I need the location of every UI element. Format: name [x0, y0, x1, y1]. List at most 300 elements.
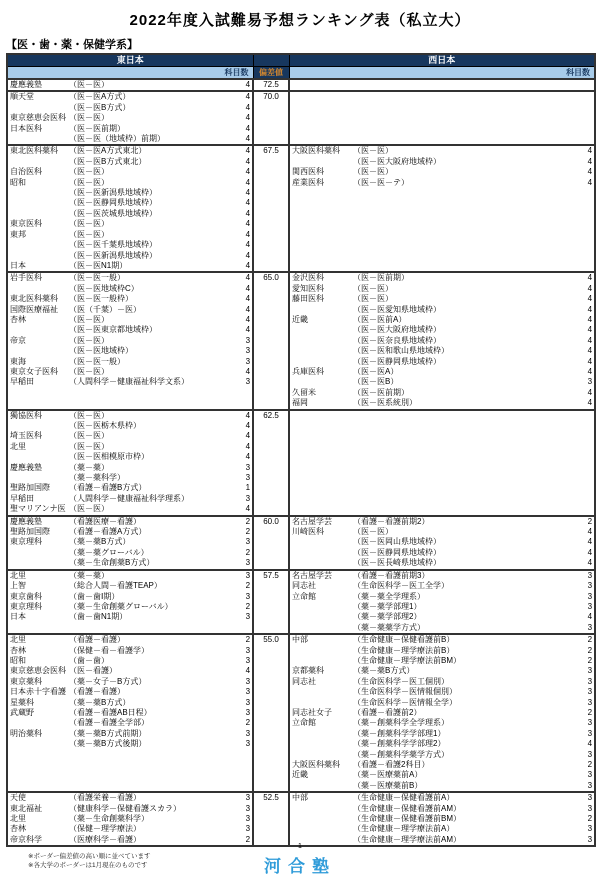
east-exam-type: （薬－生命創薬科学）: [69, 814, 149, 824]
deviation-score-value: [253, 548, 289, 558]
west-university-name: 兵庫医科: [292, 366, 325, 376]
east-exam-type: （医－医新潟県地域枠）: [69, 188, 157, 198]
table-row: [7, 452, 595, 462]
east-subject-count-header: 科目数: [7, 67, 253, 80]
east-subject-count: 4: [245, 167, 251, 177]
east-subject-count: [223, 388, 253, 398]
east-university-name: [7, 157, 67, 167]
east-subject-count: 3: [245, 655, 251, 665]
west-subject-count: [561, 188, 595, 198]
east-subject-count: 4: [245, 441, 251, 451]
east-exam-type: （医－医）: [69, 366, 109, 376]
east-subject-count: 4: [245, 134, 251, 144]
east-subject-count: 4: [245, 260, 251, 270]
west-subject-count: 4: [587, 314, 593, 324]
east-subject-count: 4: [245, 314, 251, 324]
west-university-name: [289, 113, 351, 123]
west-exam-type: （医－医）: [353, 167, 394, 177]
east-subject-count: 4: [245, 156, 251, 166]
table-row: [7, 463, 595, 473]
west-subject-count: [561, 209, 595, 219]
east-exam-type: （看護－看護AB日程）: [69, 707, 152, 717]
west-university-name: [289, 824, 351, 834]
deviation-score-value: [253, 504, 289, 515]
west-exam-type: [351, 103, 561, 113]
west-exam-type: [351, 79, 561, 91]
deviation-score-value: 72.5: [253, 79, 289, 91]
east-exam-type: （医－医前期）: [69, 123, 125, 133]
west-subject-count: 4: [587, 283, 593, 293]
deviation-score-value: [253, 592, 289, 602]
east-subject-count: 4: [245, 240, 251, 250]
deviation-score-value: [253, 219, 289, 229]
deviation-score-value: [253, 336, 289, 346]
table-row: [7, 612, 595, 622]
table-row: [7, 367, 595, 377]
west-university-name: [289, 537, 351, 547]
east-university-name: [7, 346, 67, 356]
east-university-name: [7, 209, 67, 219]
score-band-55.0: [7, 634, 595, 792]
table-row: [7, 473, 595, 483]
west-exam-type: [351, 240, 561, 250]
east-exam-type: （薬－薬グローバル）: [69, 547, 149, 557]
east-exam-type: （薬－生命創薬グローバル）: [69, 601, 173, 611]
deviation-score-value: [253, 687, 289, 697]
east-university-name: 北里: [10, 441, 26, 451]
table-row: [7, 739, 595, 749]
deviation-score-value: [253, 178, 289, 188]
table-row: [7, 592, 595, 602]
east-university-name: 国際医療福祉: [10, 304, 58, 314]
west-subject-count: 3: [587, 622, 593, 632]
east-exam-type: （看護－看護）: [69, 635, 125, 645]
table-row: [7, 558, 595, 569]
east-university-name: 杏林: [10, 645, 26, 655]
east-subject-count: 3: [245, 803, 251, 813]
east-exam-type: （医－医）: [69, 504, 109, 514]
east-exam-type: （薬－薬）: [69, 462, 109, 472]
east-subject-count: 4: [245, 188, 251, 198]
west-exam-type: [351, 410, 561, 421]
east-subject-count: 4: [245, 666, 251, 676]
deviation-score-value: [253, 113, 289, 123]
west-university-name: [289, 612, 351, 622]
east-exam-type: [67, 760, 223, 770]
deviation-score-value: [253, 760, 289, 770]
west-exam-type: （生命健康－理学療法前AM）: [353, 834, 462, 844]
deviation-score-value: [253, 612, 289, 622]
west-university-name: [289, 729, 351, 739]
east-university-name: [7, 718, 67, 728]
east-exam-type: （医－医地域枠C）: [69, 283, 139, 293]
east-subject-count: 4: [245, 452, 251, 462]
deviation-score-value: [253, 398, 289, 409]
deviation-score-value: 70.0: [253, 91, 289, 102]
east-university-name: 北里: [10, 570, 26, 580]
west-university-name: 金沢医科: [292, 273, 325, 283]
east-subject-count: 3: [245, 558, 251, 568]
east-subject-count: 3: [245, 346, 251, 356]
west-subject-count: 3: [587, 591, 593, 601]
table-row: [7, 421, 595, 431]
east-subject-count: [223, 781, 253, 792]
west-subject-count: 2: [587, 635, 593, 645]
west-subject-count: [561, 124, 595, 134]
west-university-name: 中部: [292, 635, 309, 645]
west-exam-type: （薬－薬B方式）: [353, 666, 415, 676]
west-exam-type: （医－医前期）: [353, 387, 410, 397]
table-row: [7, 91, 595, 102]
east-subject-count: 4: [245, 177, 251, 187]
west-subject-count: 4: [587, 527, 593, 537]
west-subject-count: [561, 134, 595, 145]
table-row: [7, 527, 595, 537]
west-subject-count: 4: [587, 739, 593, 749]
east-exam-type: （保健－看－看護学）: [69, 645, 149, 655]
deviation-score-value: [253, 198, 289, 208]
score-header-spacer: [253, 54, 289, 67]
west-subject-count: 3: [587, 697, 593, 707]
table-row: [7, 792, 595, 803]
east-subject-count: 3: [245, 824, 251, 834]
east-exam-type: （薬－薬科学）: [69, 473, 125, 483]
deviation-score-value: [253, 623, 289, 634]
west-exam-type: （薬－薬学部理2）: [353, 612, 422, 622]
deviation-score-value: 55.0: [253, 634, 289, 645]
west-university-name: [289, 750, 351, 760]
deviation-score-value: [253, 367, 289, 377]
table-row: [7, 581, 595, 591]
east-subject-count: 4: [245, 92, 251, 102]
footnote: ※各大学のボーダーは1月現在のものです: [28, 862, 148, 869]
east-university-name: 東北医科薬科: [10, 294, 58, 304]
west-university-name: [289, 209, 351, 219]
west-subject-count: 3: [587, 377, 593, 387]
east-exam-type: （医－医）: [69, 177, 109, 187]
deviation-score-value: [253, 103, 289, 113]
table-row: [7, 634, 595, 645]
deviation-score-value: [253, 698, 289, 708]
west-exam-type: [351, 230, 561, 240]
west-exam-type: [351, 431, 561, 441]
ranking-table: [6, 53, 596, 847]
west-university-name: 愛知医科: [292, 283, 325, 293]
east-university-name: [7, 548, 67, 558]
west-subject-count: 4: [587, 366, 593, 376]
table-row: [7, 410, 595, 421]
east-exam-type: （医－医静岡県地域枠）: [69, 198, 157, 208]
east-exam-type: （医－医（地域枠）前期）: [69, 134, 165, 144]
east-university-name: 日本: [10, 260, 26, 270]
table-row: [7, 666, 595, 676]
west-subject-count: [561, 463, 595, 473]
table-row: [7, 219, 595, 229]
table-row: [7, 483, 595, 493]
east-exam-type: （保健－理学療法）: [69, 824, 141, 834]
deviation-score-value: [253, 718, 289, 728]
west-university-name: [289, 656, 351, 666]
west-university-name: 名古屋学芸: [292, 516, 333, 526]
east-exam-type: （医－医新潟県地域枠）: [69, 250, 157, 260]
west-exam-type: （薬－薬全学理系）: [353, 591, 426, 601]
table-row: [7, 305, 595, 315]
west-university-name: [289, 124, 351, 134]
east-subject-count: 4: [245, 219, 251, 229]
east-subject-count: 4: [245, 410, 251, 420]
east-subject-count: 3: [245, 739, 251, 749]
east-subject-count: 4: [245, 504, 251, 514]
west-subject-count: 3: [587, 780, 593, 790]
east-university-name: [7, 770, 67, 780]
table-row: [7, 134, 595, 145]
deviation-score-value: [253, 442, 289, 452]
west-subject-count: 3: [587, 718, 593, 728]
deviation-score-value: [253, 431, 289, 441]
east-university-name: [7, 103, 67, 113]
west-subject-count: [561, 198, 595, 208]
west-university-name: [289, 646, 351, 656]
east-exam-type: [67, 623, 223, 634]
west-exam-type: （生命健康－理学療法前A）: [353, 824, 455, 834]
deviation-score-value: [253, 388, 289, 398]
west-exam-type: （生命医科学－医情報全学）: [353, 697, 458, 707]
east-university-name: 日本赤十字看護: [10, 687, 66, 697]
east-subject-count: 3: [245, 687, 251, 697]
west-subject-count: 2: [587, 645, 593, 655]
table-row: [7, 377, 595, 387]
east-exam-type: （医－医）: [69, 219, 109, 229]
east-university-name: 武蔵野: [10, 707, 34, 717]
west-university-name: [289, 442, 351, 452]
east-exam-type: [67, 750, 223, 760]
east-exam-type: （看護－看護全学部）: [69, 718, 149, 728]
west-subject-count: [561, 473, 595, 483]
west-subject-count: 3: [587, 687, 593, 697]
west-university-name: 名古屋学芸: [292, 570, 333, 580]
west-exam-type: （医－医岡山県地域枠）: [353, 537, 442, 547]
table-row: [7, 198, 595, 208]
west-subject-count: [561, 240, 595, 250]
east-university-name: [7, 760, 67, 770]
east-exam-type: [67, 781, 223, 792]
east-exam-type: （医－医一般）: [69, 356, 125, 366]
west-subject-count: 2: [587, 814, 593, 824]
west-subject-count: 4: [587, 273, 593, 283]
west-university-name: [289, 483, 351, 493]
west-exam-type: [351, 442, 561, 452]
deviation-score-value: [253, 602, 289, 612]
east-exam-type: （医－医）: [69, 314, 109, 324]
west-exam-type: （薬－創薬科学薬学方式）: [353, 749, 450, 759]
table-row: [7, 103, 595, 113]
east-exam-type: （医－医A方式）: [69, 92, 131, 102]
east-university-name: 聖路加国際: [10, 483, 50, 493]
deviation-score-value: [253, 463, 289, 473]
west-exam-type: （医－医奈良県地域枠）: [353, 335, 442, 345]
deviation-score-value: [253, 305, 289, 315]
west-university-name: [289, 473, 351, 483]
east-university-name: 東京理科: [10, 601, 42, 611]
east-subject-count: 2: [245, 718, 251, 728]
west-exam-type: （医－医B）: [353, 377, 399, 387]
west-exam-type: [351, 473, 561, 483]
table-row: [7, 188, 595, 198]
east-university-name: [7, 188, 67, 198]
west-exam-type: [351, 504, 561, 515]
east-university-name: 杏林: [10, 314, 26, 324]
deviation-score-value: [253, 527, 289, 537]
west-exam-type: [351, 452, 561, 462]
west-university-name: 同志社: [292, 676, 317, 686]
east-exam-type: （健康科学－保健看護スカラ）: [69, 803, 181, 813]
east-university-name: [7, 558, 67, 569]
table-row: [7, 79, 595, 91]
east-exam-type: （歯－歯）: [69, 655, 109, 665]
deviation-score-value: [253, 804, 289, 814]
east-university-name: 東京理科: [10, 537, 42, 547]
table-row: [7, 209, 595, 219]
score-band-67.5: [7, 145, 595, 272]
west-university-name: [289, 251, 351, 261]
table-row: [7, 240, 595, 250]
east-subject-count: 3: [245, 377, 251, 387]
page-number: 1: [298, 843, 302, 850]
east-subject-count: 4: [245, 421, 251, 430]
east-university-name: 東京慈恵会医科: [10, 666, 66, 676]
west-exam-type: （医－医）: [353, 283, 394, 293]
east-university-name: 獨協医科: [10, 410, 42, 420]
west-exam-type: （生命健康－保健看護前BM）: [353, 814, 462, 824]
east-subject-count: 4: [245, 325, 251, 335]
table-row: [7, 750, 595, 760]
deviation-score-value: 60.0: [253, 516, 289, 527]
west-exam-type: [351, 198, 561, 208]
west-exam-type: [351, 209, 561, 219]
west-exam-type: （医－医大阪府地域枠）: [353, 156, 442, 166]
east-subject-count: 3: [245, 728, 251, 738]
east-subject-count: 3: [245, 591, 251, 601]
west-exam-type: （医－医愛知県地域枠）: [353, 304, 442, 314]
east-subject-count: 4: [245, 366, 251, 376]
table-row: [7, 760, 595, 770]
east-exam-type: （看護－看護A方式）: [69, 527, 147, 537]
deviation-score-value: [253, 346, 289, 356]
deviation-score-value: [253, 167, 289, 177]
west-university-name: 立命館: [292, 718, 317, 728]
east-university-name: 上智: [10, 581, 26, 591]
east-subject-count: 4: [245, 304, 251, 314]
east-exam-type: （医（千葉）－医）: [69, 304, 141, 314]
east-exam-type: （医－医）: [69, 335, 109, 345]
west-university-name: [289, 804, 351, 814]
west-university-name: 関西医科: [292, 167, 325, 177]
table-row: [7, 770, 595, 780]
east-university-name: [7, 284, 67, 294]
west-subject-count: 3: [587, 770, 593, 780]
west-exam-type: （生命医科学－医工全学）: [353, 581, 450, 591]
west-university-name: [289, 336, 351, 346]
east-exam-type: （人間科学－健康福祉科学文系）: [69, 377, 189, 387]
east-exam-type: （薬－薬）: [69, 570, 109, 580]
west-university-name: [289, 452, 351, 462]
west-university-name: [289, 91, 351, 102]
east-exam-type: （歯－歯Ⅰ期）: [69, 591, 120, 601]
east-university-name: 帝京: [10, 335, 26, 345]
east-subject-count: [223, 398, 253, 409]
east-subject-count: 4: [245, 250, 251, 260]
east-exam-type: （薬－薬B方式前期）: [69, 728, 147, 738]
east-subject-count: 4: [245, 431, 251, 441]
east-subject-count: 4: [245, 198, 251, 208]
west-exam-type: （薬－創薬科学全学理系）: [353, 718, 450, 728]
east-exam-type: （薬－女子－B方式）: [69, 676, 147, 686]
east-subject-count: 4: [245, 80, 251, 89]
east-subject-count: 4: [245, 102, 251, 112]
deviation-score-value: [253, 739, 289, 749]
west-university-name: [289, 548, 351, 558]
table-row: [7, 504, 595, 515]
west-university-name: 川崎医科: [292, 527, 325, 537]
east-exam-type: （医－医栃木県枠）: [69, 421, 141, 430]
east-japan-header: 東日本: [7, 54, 253, 67]
west-subject-count: 4: [587, 346, 593, 356]
west-subject-count: 4: [587, 547, 593, 557]
east-exam-type: [67, 388, 223, 398]
west-exam-type: [351, 124, 561, 134]
west-university-name: [289, 240, 351, 250]
deviation-score-value: [253, 483, 289, 493]
deviation-score-value: [253, 646, 289, 656]
west-exam-type: [351, 483, 561, 493]
west-subject-count: [561, 113, 595, 123]
west-exam-type: （生命医科学－医工個別）: [353, 676, 450, 686]
west-subject-count: [561, 261, 595, 272]
west-university-name: 福岡: [292, 398, 309, 408]
score-band-72.5: [7, 79, 595, 91]
west-university-name: [289, 261, 351, 272]
table-row: [7, 781, 595, 792]
east-subject-count: 4: [245, 123, 251, 133]
west-subject-count: 3: [587, 676, 593, 686]
east-subject-count: 3: [245, 676, 251, 686]
east-subject-count: [223, 770, 253, 780]
east-subject-count: 4: [245, 113, 251, 123]
west-exam-type: （医－医系統別）: [353, 398, 418, 408]
east-university-name: 昭和: [10, 655, 26, 665]
table-row: [7, 623, 595, 634]
table-row: [7, 570, 595, 581]
deviation-score-value: [253, 284, 289, 294]
east-university-name: 杏林: [10, 824, 26, 834]
table-row: [7, 357, 595, 367]
west-exam-type: [351, 463, 561, 473]
west-exam-type: [351, 251, 561, 261]
west-subject-count: 2: [587, 707, 593, 717]
table-row: [7, 157, 595, 167]
west-exam-type: （医－医静岡県地域枠）: [353, 547, 442, 557]
east-subject-count: 2: [245, 516, 251, 526]
east-university-name: [7, 398, 67, 409]
east-subject-count: 2: [245, 581, 251, 591]
table-row: [7, 284, 595, 294]
east-university-name: 聖マリアンナ医: [10, 504, 66, 514]
score-band-57.5: [7, 570, 595, 634]
east-exam-type: （医－医地域枠）: [69, 346, 133, 356]
west-university-name: [289, 602, 351, 612]
deviation-score-value: 62.5: [253, 410, 289, 421]
west-exam-type: （生命健康－保健看護前B）: [353, 635, 455, 645]
